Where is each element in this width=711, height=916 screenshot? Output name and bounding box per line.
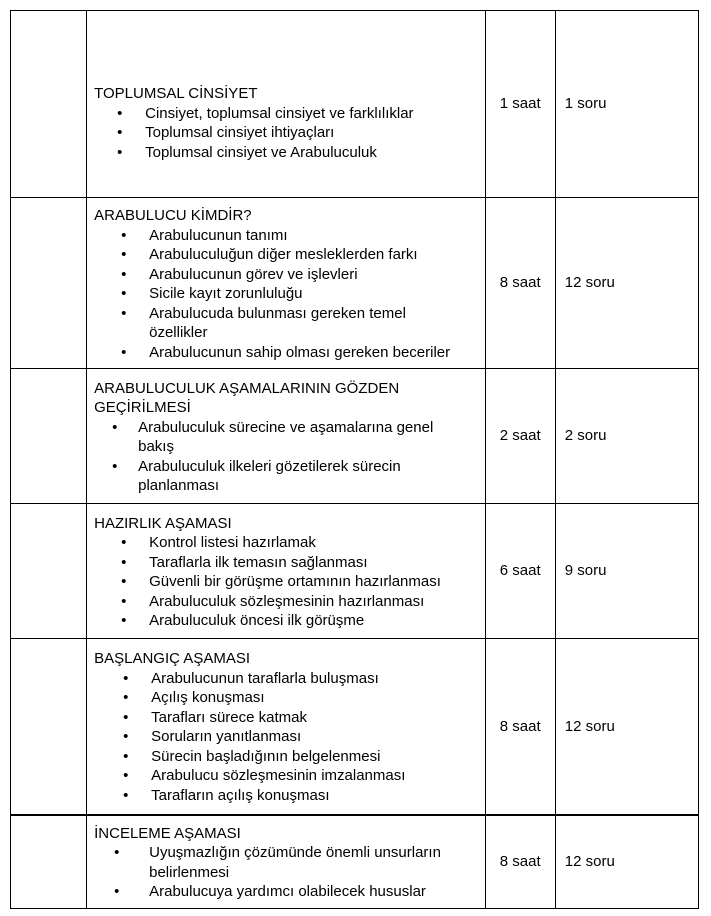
list-item: • Arabulucuda bulunması gereken temel özellikler xyxy=(121,304,406,341)
questions-cell: 12 soru xyxy=(555,639,698,815)
hours-cell: 6 saat xyxy=(485,504,555,639)
topic-list xyxy=(94,418,477,496)
empty-cell xyxy=(11,369,87,504)
bullet-icon: • xyxy=(123,669,129,687)
list-item: • Arabuluculuk öncesi ilk görüşme xyxy=(121,612,365,629)
topic-list xyxy=(94,104,477,163)
empty-cell xyxy=(11,11,87,198)
list-item: • Tarafları sürece katmak xyxy=(123,708,307,726)
bullet-icon: • xyxy=(114,883,120,901)
bullet-icon: • xyxy=(121,285,127,302)
topic-cell xyxy=(87,369,486,504)
bullet-icon: • xyxy=(121,246,127,263)
topic-cell xyxy=(87,198,486,369)
questions-cell: 12 soru xyxy=(555,815,698,909)
bullet-icon: • xyxy=(123,767,129,785)
list-item: • Arabulucunun tanımı xyxy=(121,226,288,244)
list-item: • Arabuluculuk ilkeleri gözetilerek sürecin planlanması xyxy=(112,457,401,494)
list-item: • Toplumsal cinsiyet ve Arabuluculuk xyxy=(117,143,377,161)
topic-list xyxy=(94,533,477,631)
bullet-icon: • xyxy=(121,553,127,571)
table-row xyxy=(11,815,699,909)
questions-cell: 9 soru xyxy=(555,504,698,639)
questions-cell: 2 soru xyxy=(555,369,698,504)
section-title: İNCELEME AŞAMASI xyxy=(94,824,241,842)
bullet-icon: • xyxy=(121,612,127,629)
bullet-icon: • xyxy=(121,534,127,551)
list-item: • Tarafların açılış konuşması xyxy=(123,786,330,804)
bullet-icon: • xyxy=(123,728,129,746)
topic-list xyxy=(94,669,477,806)
bullet-icon: • xyxy=(121,592,127,610)
list-item: • Sicile kayıt zorunluluğu xyxy=(121,285,303,302)
list-item: • Arabulucunun taraflarla buluşması xyxy=(123,669,379,687)
bullet-icon: • xyxy=(117,104,123,122)
questions-cell: 12 soru xyxy=(555,198,698,369)
list-item: • Arabulucunun sahip olması gereken beceriler xyxy=(121,343,451,361)
empty-cell xyxy=(11,815,87,909)
bullet-icon: • xyxy=(123,786,129,804)
section-title: HAZIRLIK AŞAMASI xyxy=(94,514,232,532)
list-item: • Arabulucuya yardımcı olabilecek hususlar xyxy=(114,883,426,901)
hours-cell: 1 saat xyxy=(485,11,555,198)
bullet-icon: • xyxy=(112,457,118,475)
table-row xyxy=(11,11,699,198)
topic-list xyxy=(94,226,477,363)
empty-cell xyxy=(11,198,87,369)
bullet-icon: • xyxy=(123,747,129,765)
list-item: • Güvenli bir görüşme ortamının hazırlanması xyxy=(121,573,441,590)
section-title: ARABULUCU KİMDİR? xyxy=(94,207,252,224)
list-item: • Arabuluculuk sürecine ve aşamalarına genel bakış xyxy=(112,418,434,455)
table-row xyxy=(11,639,699,815)
bullet-icon: • xyxy=(121,304,127,322)
list-item: • Arabuluculuğun diğer mesleklerden farkı xyxy=(121,246,418,263)
section-title: TOPLUMSAL CİNSİYET xyxy=(94,85,258,102)
section-title: BAŞLANGIÇ AŞAMASI xyxy=(94,650,250,668)
list-item: • Sürecin başladığının belgelenmesi xyxy=(123,747,381,765)
hours-cell: 2 saat xyxy=(485,369,555,504)
list-item: • Soruların yanıtlanması xyxy=(123,728,302,746)
section-title: ARABULUCULUK AŞAMALARININ GÖZDEN GEÇİRİLMESİ xyxy=(94,379,400,416)
list-item: • Arabulucunun görev ve işlevleri xyxy=(121,265,358,283)
bullet-icon: • xyxy=(114,844,120,862)
topic-cell xyxy=(87,11,486,198)
bullet-icon: • xyxy=(121,226,127,244)
bullet-icon: • xyxy=(117,143,123,161)
hours-cell: 8 saat xyxy=(485,198,555,369)
bullet-icon: • xyxy=(123,689,129,707)
bullet-icon: • xyxy=(121,265,127,283)
bullet-icon: • xyxy=(112,418,118,436)
topic-cell xyxy=(87,815,486,909)
empty-cell xyxy=(11,504,87,639)
list-item: • Toplumsal cinsiyet ihtiyaçları xyxy=(117,124,335,141)
table-row xyxy=(11,198,699,369)
table-row xyxy=(11,369,699,504)
list-item: • Arabulucu sözleşmesinin imzalanması xyxy=(123,767,406,785)
hours-cell: 8 saat xyxy=(485,639,555,815)
topic-cell xyxy=(87,639,486,815)
list-item: • Uyuşmazlığın çözümünde önemli unsurların belirlenmesi xyxy=(114,844,441,881)
questions-cell: 1 soru xyxy=(555,11,698,198)
table-row xyxy=(11,504,699,639)
list-item: • Kontrol listesi hazırlamak xyxy=(121,534,316,551)
bullet-icon: • xyxy=(123,708,129,726)
bullet-icon: • xyxy=(121,573,127,590)
bullet-icon: • xyxy=(117,124,123,141)
curriculum-table xyxy=(10,10,699,909)
empty-cell xyxy=(11,639,87,815)
list-item: • Taraflarla ilk temasın sağlanması xyxy=(121,553,368,571)
bullet-icon: • xyxy=(121,343,127,361)
hours-cell: 8 saat xyxy=(485,815,555,909)
topic-list xyxy=(94,843,477,902)
topic-cell xyxy=(87,504,486,639)
list-item: • Açılış konuşması xyxy=(123,689,265,707)
list-item: • Cinsiyet, toplumsal cinsiyet ve farklılıklar xyxy=(117,104,414,122)
list-item: • Arabuluculuk sözleşmesinin hazırlanması xyxy=(121,592,425,610)
